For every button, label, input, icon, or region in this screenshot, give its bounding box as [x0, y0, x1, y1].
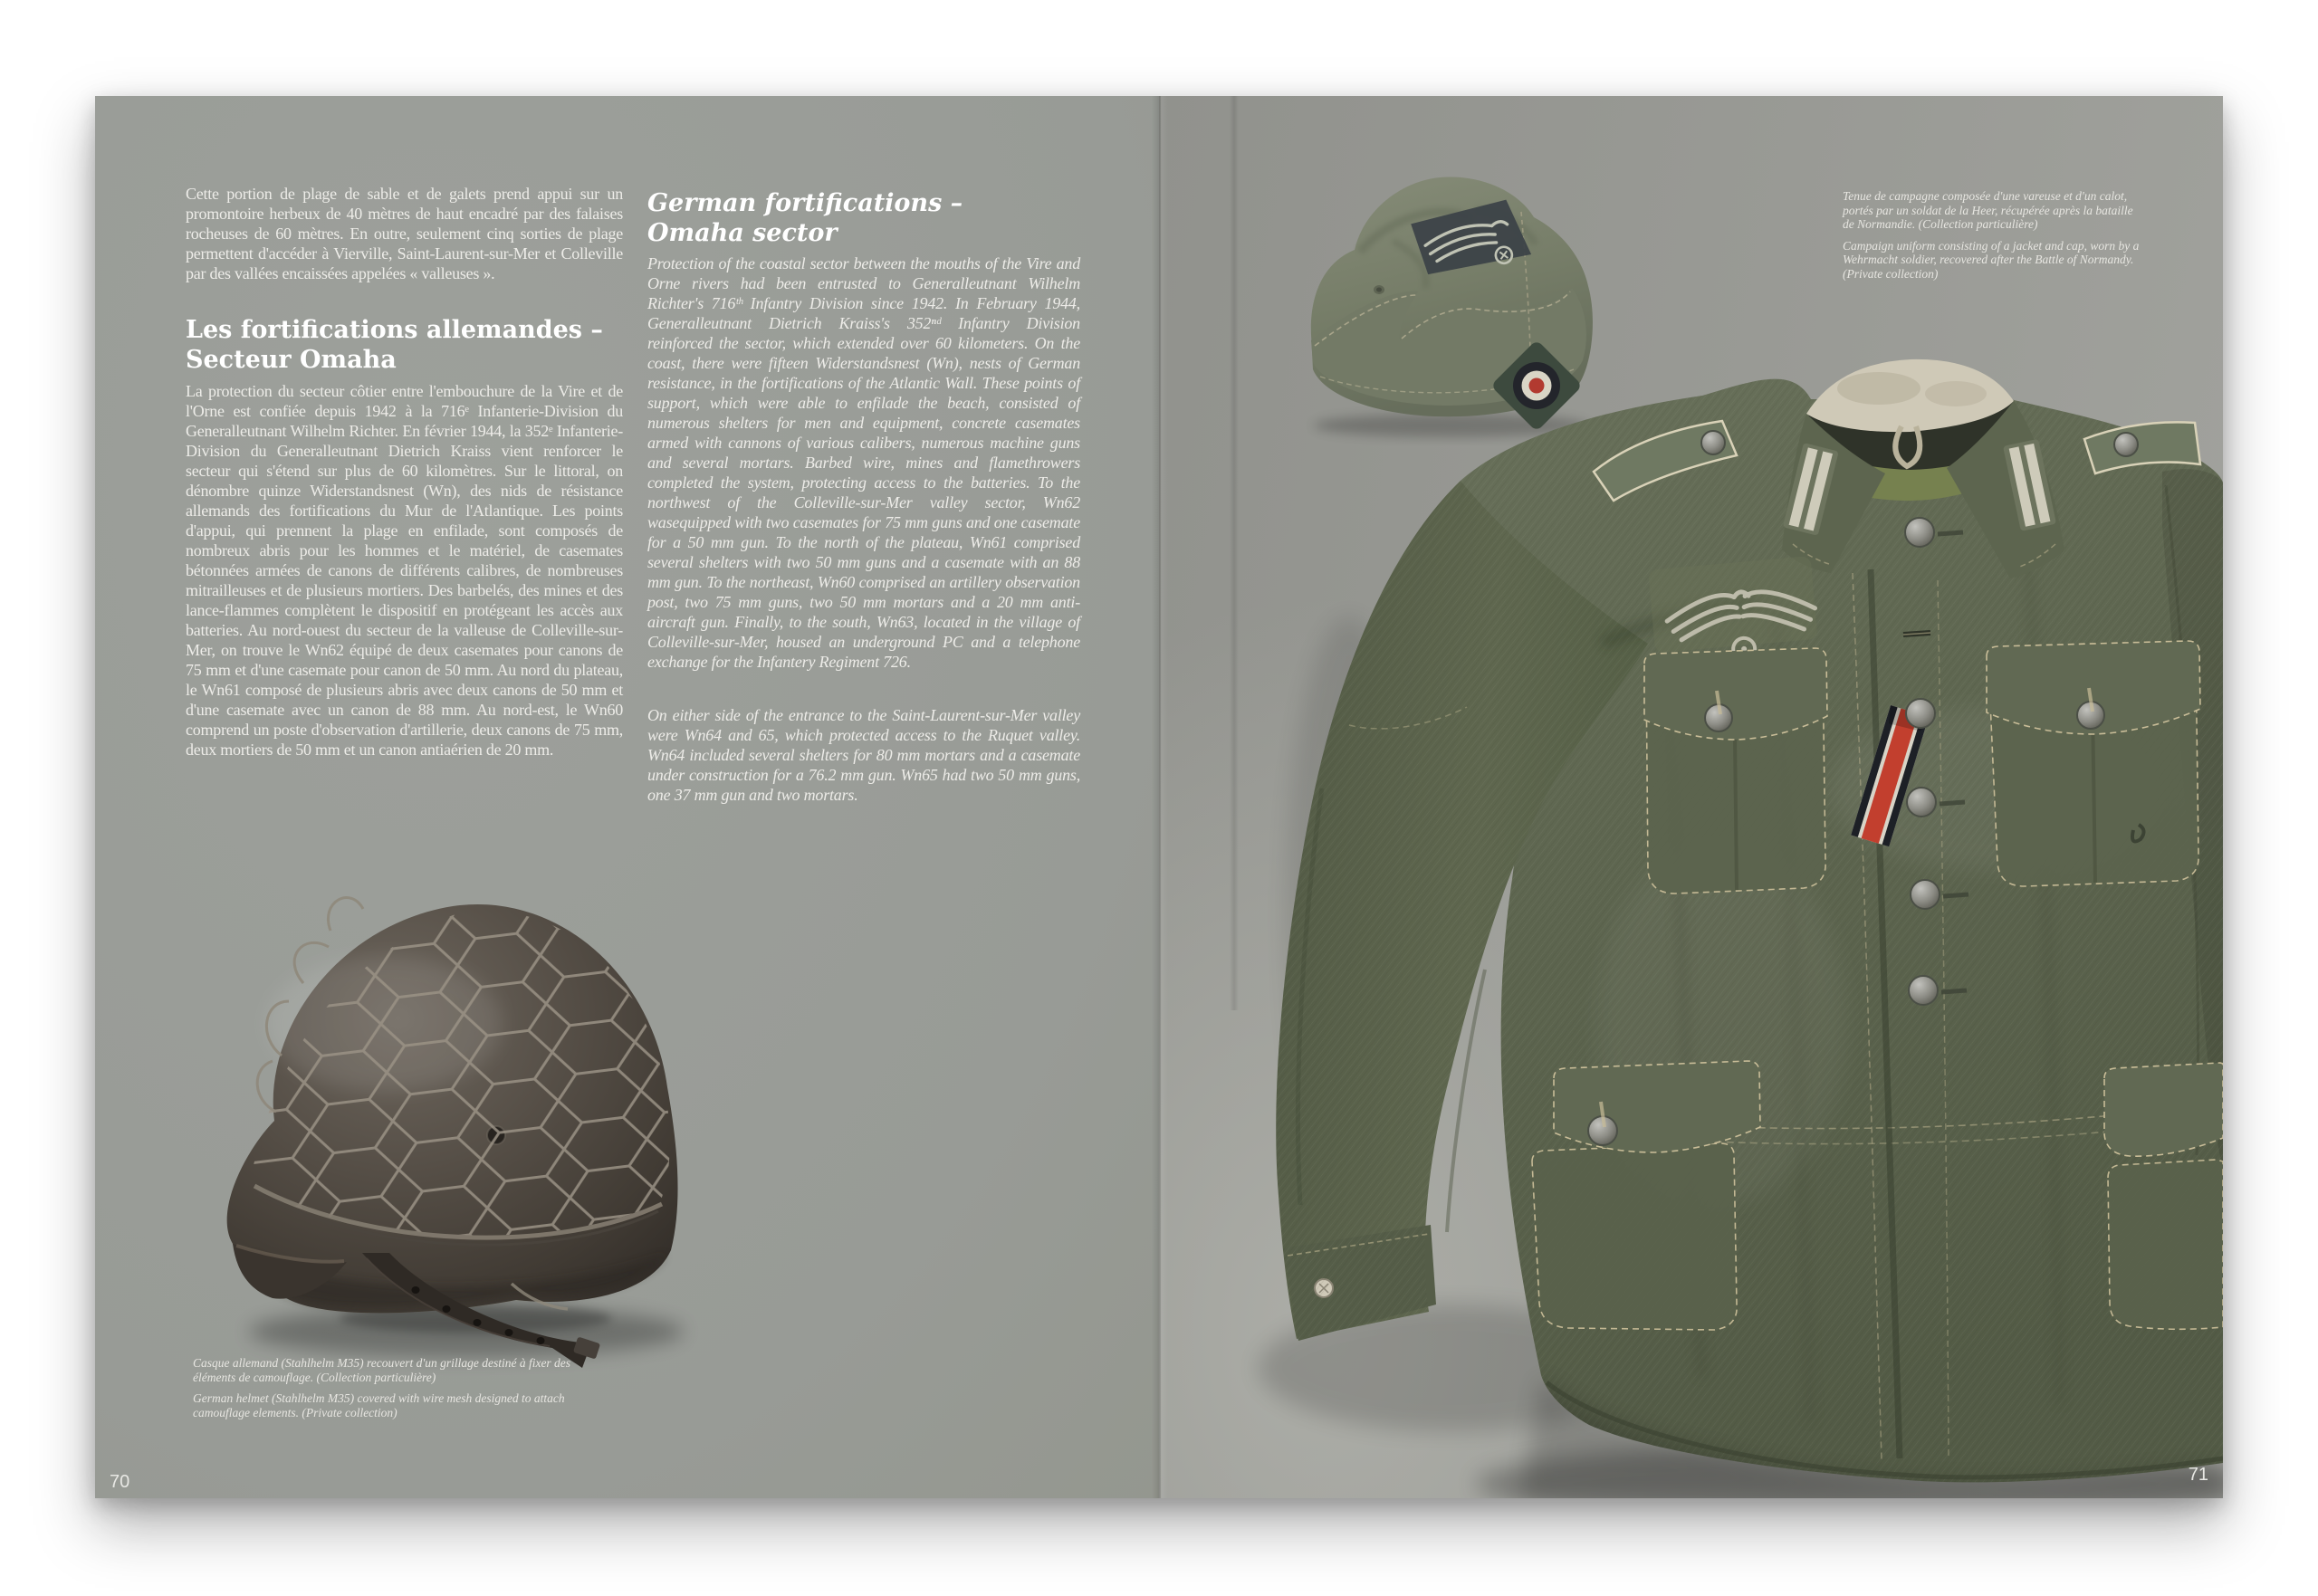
- english-heading-line2: Omaha sector: [647, 219, 838, 247]
- spread: [95, 96, 2223, 1498]
- english-heading-line1: German fortifications –: [647, 189, 963, 217]
- english-body-paragraph-1: Protection of the coastal sector between the mouths of the Vire and Orne rivers had been entrusted to Generalleutnant Wilhelm Richter's 716ᵗʰ Infantry Division since 1942. In February 1944, Generalleutnant Dietrich Kraiss's 352ⁿᵈ Infantry Division reinforced the sector, which extended over 60 kilometers. On the coast, there were fifteen Widerstandsnest (Wn), nests of German resistance, in the fortifications of the Atlantic Wall. These points of support, which were able to enfilade the beach, consisted of numerous shelters for men and equipment, concrete casemates armed with cannons of various calibers, numerous machine guns and several mortars. Barbed wire, mines and flamethrowers completed the system, protecting access to the batteries. To the northwest of the Colleville-sur-Mer valley sector, Wn62 wasequipped with two casemates for 75 mm guns and one casemate for a 50 mm gun. To the north of the plateau, Wn61 comprised several shelters with two 50 mm guns and a casemate with an 88 mm gun. To the northeast, Wn60 comprised an artillery observation post, two 75 mm guns, two 50 mm mortars and a 20 mm anti-aircraft gun. Finally, to the south, Wn63, located in the village of Colleville-sur-Mer, housed an underground PC and a telephone exchange for the Infantery Regiment 726.: [647, 254, 1080, 671]
- lower-pocket-left: [1532, 1061, 1760, 1330]
- helmet-caption-en: German helmet (Stahlhelm M35) covered with wire mesh designed to attach camouflage elements. (Private collection): [193, 1391, 565, 1419]
- french-heading-line2: Secteur Omaha: [186, 346, 397, 374]
- helmet-caption: [193, 1356, 599, 1427]
- helmet-caption-fr: Casque allemand (Stahlhelm M35) recouvert d'un grillage destiné à fixer des éléments de camouflage. (Collection particulière): [193, 1356, 571, 1384]
- french-body-paragraph: La protection du secteur côtier entre l'embouchure de la Vire et de l'Orne est confiée depuis 1942 à la 716ᵉ Infanterie-Division du Generalleutnant Wilhelm Richter. En février 1944, la 352ᵉ Infanterie-Division du Generalleutnant Dietrich Kraiss vient renforcer le secteur qui s'étend sur plus de 60 kilomètres. Sur le littoral, on dénombre quinze Widerstandsnest (Wn), des nids de résistance allemands des fortifications du Mur de l'Atlantique. Les points d'appui, qui prennent la plage en enfilade, sont composés de nombreux abris pour les hommes et le matériel, de casemates bétonnées armées de canons de différents calibres, de nombreuses mitrailleuses et de plusieurs mortiers. Des barbelés, des mines et des lance-flammes complètent le dispositif en protégeant les accès aux batteries. Au nord-ouest du secteur de la valleuse de Colleville-sur-Mer, on trouve le Wn62 équipé de deux casemates pour canons de 75 mm et d'une casemate pour canon de 50 mm. Au nord du plateau, le Wn61 composé de plusieurs abris avec deux canons de 50 mm et d'une casemate avec un canon de 88 mm. Au nord-est, le Wn60 comprend un poste d'observation d'artillerie, deux canons de 75 mm, deux mortiers de 50 mm et un canon antiaérien de 20 mm.: [186, 382, 623, 759]
- uniform-caption-fr: Tenue de campagne composée d'une vareuse et d'un calot, portés par un soldat de la Heer, récupérée après la bataille de Normandie. (Collection particulière): [1843, 189, 2133, 231]
- chest-pocket-right: [1987, 641, 2200, 886]
- french-heading-line1: Les fortifications allemandes –: [186, 316, 603, 344]
- uniform-caption-en: Campaign uniform consisting of a jacket and cap, worn by a Wehrmacht soldier, recovered after the Battle of Normandy. (Private collection): [1843, 238, 2140, 281]
- french-intro-paragraph: Cette portion de plage de sable et de galets prend appui sur un promontoire herbeux de 40 mètres de haut encadré par des falaises rocheuses de 60 mètres. En outre, seulement cinq sorties de plage permettent d'accéder à Vierville, Saint-Laurent-sur-Mer et Colleville par des vallées encaissées appelées « valleuses ».: [186, 185, 623, 282]
- chest-pocket-left: [1644, 648, 1827, 894]
- lower-pocket-right: [2104, 1063, 2223, 1329]
- uniform-caption: [1843, 189, 2141, 288]
- page-number-left: 70: [110, 1472, 130, 1492]
- english-body-paragraph-2: On either side of the entrance to the Saint-Laurent-sur-Mer valley were Wn64 and 65, which protected access to the Ruquet valley. Wn64 included several shelters for 80 mm mortars and a casemate under construction for a 76.2 mm gun. Wn65 had two 50 mm guns, one 37 mm gun and two mortars.: [647, 706, 1080, 804]
- page-70: [95, 96, 1159, 1498]
- page-71: [1159, 96, 2223, 1498]
- buttonhole-empty: [1903, 633, 1930, 635]
- field-jacket-photo: [1213, 336, 2223, 1498]
- helmet-photo: [195, 874, 702, 1381]
- page-number-right: 71: [2188, 1465, 2208, 1485]
